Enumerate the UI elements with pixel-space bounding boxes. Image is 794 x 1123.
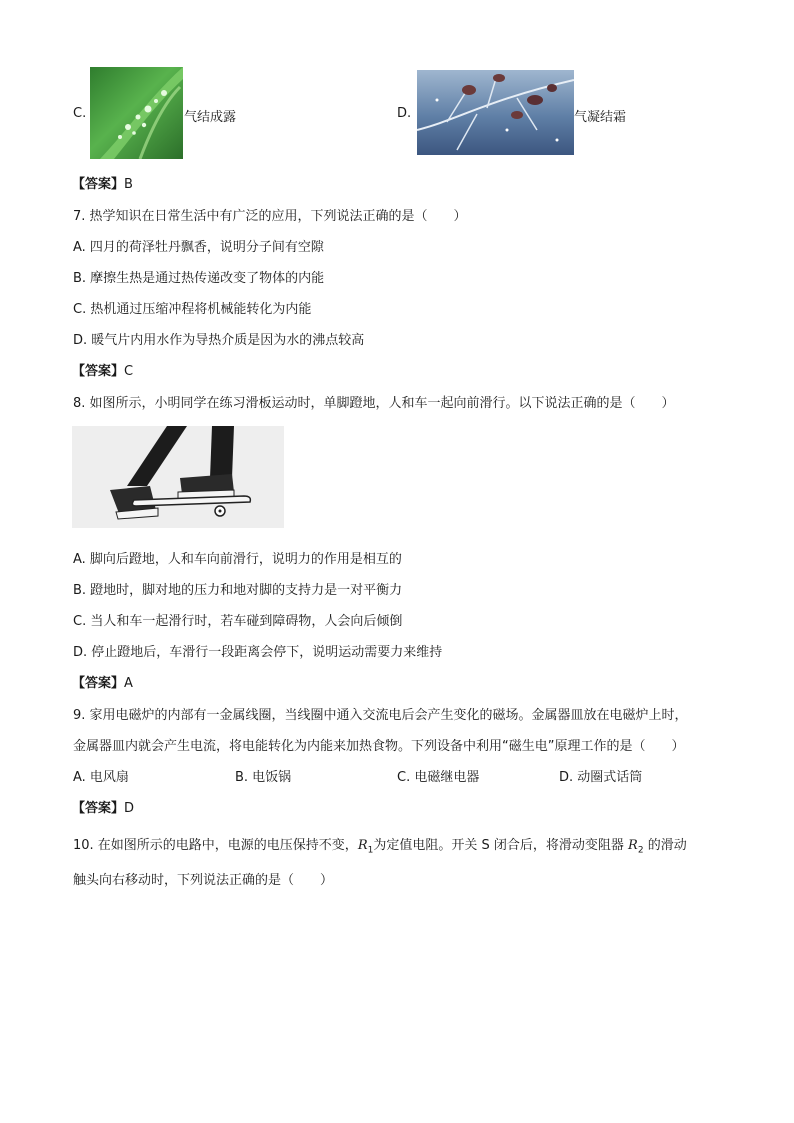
q9-option-d: D. 动圈式话筒: [559, 770, 643, 785]
frost-branch-image: [417, 70, 574, 155]
q8-option-b: B. 蹬地时，脚对地的压力和地对脚的支持力是一对平衡力: [73, 583, 403, 598]
answer-label: 【答案】: [72, 676, 125, 691]
answer-value: C: [124, 364, 134, 379]
answer-q9: [72, 797, 134, 816]
option-c-text: 气结成露: [184, 110, 237, 125]
q7-option-b: B. 摩擦生热是通过热传递改变了物体的内能: [73, 271, 325, 286]
answer-value: B: [124, 177, 133, 192]
q9-option-a: A. 电风扇: [73, 770, 129, 785]
question-10-stem-line2: 触头向右移动时，下列说法正确的是（ ）: [73, 873, 334, 888]
answer-q6: [72, 173, 133, 192]
q10-text-part3: 的滑动: [647, 838, 687, 853]
q9-option-b: B. 电饭锅: [235, 770, 292, 785]
option-d-text: 气凝结霜: [574, 110, 627, 125]
answer-value: D: [124, 801, 135, 816]
skateboard-image: [72, 426, 284, 528]
q7-option-d: D. 暖气片内用水作为导热介质是因为水的沸点较高: [73, 333, 365, 348]
question-9-stem-line2: 金属器皿内就会产生电流，将电能转化为内能来加热食物。下列设备中利用“磁生电”原理工作的是（ ）: [73, 739, 685, 754]
question-8-stem: 8. 如图所示，小明同学在练习滑板运动时，单脚蹬地，人和车一起向前滑行。以下说法正确的是（ ）: [73, 396, 675, 411]
question-7-stem: 7. 热学知识在日常生活中有广泛的应用，下列说法正确的是（ ）: [73, 209, 467, 224]
dew-leaf-image: [90, 67, 183, 159]
q9-option-c: C. 电磁继电器: [397, 770, 480, 785]
q8-option-d: D. 停止蹬地后，车滑行一段距离会停下，说明运动需要力来维持: [73, 645, 443, 660]
answer-label: 【答案】: [72, 177, 125, 192]
q7-option-c: C. 热机通过压缩冲程将机械能转化为内能: [73, 302, 312, 317]
question-10-stem-line1: [73, 834, 687, 856]
q8-option-c: C. 当人和车一起滑行时，若车碰到障碍物，人会向后倾倒: [73, 614, 403, 629]
q7-option-a: A. 四月的荷泽牡丹飘香，说明分子间有空隙: [73, 240, 324, 255]
option-d-label: D.: [397, 106, 412, 121]
skateboard-drawing: [72, 426, 284, 528]
r2-subscript: 2: [637, 845, 644, 856]
answer-label: 【答案】: [72, 364, 125, 379]
r1-symbol: R: [357, 838, 368, 853]
answer-q8: [72, 672, 133, 691]
answer-q7: [72, 360, 133, 379]
q10-text-part1: 10. 在如图所示的电路中，电源的电压保持不变，: [73, 838, 358, 853]
option-c-label: C.: [73, 106, 87, 121]
answer-label: 【答案】: [72, 801, 125, 816]
answer-value: A: [124, 676, 133, 691]
r1-subscript: 1: [367, 845, 374, 856]
r2-symbol: R: [628, 838, 638, 853]
question-9-stem-line1: 9. 家用电磁炉的内部有一金属线圈，当线圈中通入交流电后会产生变化的磁场。金属器皿放在电磁炉上时，: [73, 708, 688, 723]
frost-branch-drawing: [417, 70, 574, 155]
dew-drops-drawing: [90, 67, 183, 159]
q10-text-part2: 为定值电阻。开关 S 闭合后，将滑动变阻器: [373, 838, 624, 853]
q8-option-a: A. 脚向后蹬地，人和车向前滑行，说明力的作用是相互的: [73, 552, 402, 567]
